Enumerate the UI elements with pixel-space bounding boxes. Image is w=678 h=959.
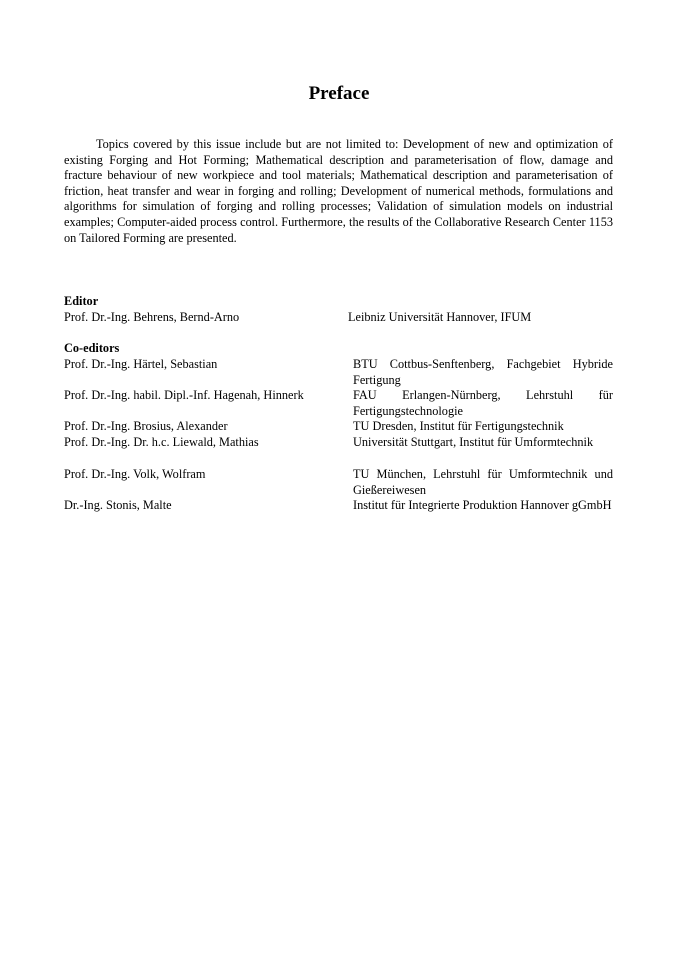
editor-name: Prof. Dr.-Ing. Behrens, Bernd-Arno [64,310,240,324]
preface-body: Topics covered by this issue include but are not limited to: Development of new and optimization of existing Forging and Hot Forming; Mathematical description and parameterisation of flow, damage and fracture behaviour of new workpiece and tool materials; Mathematical description and parameterisation of friction, heat transfer and wear in forging and rolling; Development of numerical methods, formulations and algorithms for simulation of forging and rolling processes; Validation of simulation models on industrial examples; Computer-aided process control. Furthermore, the results of the Collaborative Research Center 1153 on Tailored Forming are presented. [64,137,613,245]
coeditor-affiliation: Universität Stuttgart, Institut für Umformtechnik [353,435,594,449]
coeditor-affiliation: TU München, Lehrstuhl für Umformtechnik und Gießereiwesen [353,467,613,497]
coeditor-affiliation: TU Dresden, Institut für Fertigungstechnik [353,419,564,433]
coeditors-heading: Co-editors [64,341,120,355]
coeditor-name: Prof. Dr.-Ing. Härtel, Sebastian [64,357,218,371]
editor-heading: Editor [64,294,99,308]
coeditor-name: Prof. Dr.-Ing. Brosius, Alexander [64,419,228,433]
coeditor-name: Dr.-Ing. Stonis, Malte [64,498,172,512]
coeditor-affiliation: Institut für Integrierte Produktion Hannover gGmbH [353,498,612,512]
coeditor-affiliation: FAU Erlangen-Nürnberg, Lehrstuhl für Fertigungstechnologie [353,388,613,418]
coeditor-affiliation: BTU Cottbus-Senftenberg, Fachgebiet Hybride Fertigung [353,357,613,387]
coeditor-name: Prof. Dr.-Ing. Volk, Wolfram [64,467,206,481]
page-title: Preface [308,83,370,104]
editor-affiliation: Leibniz Universität Hannover, IFUM [348,310,532,324]
coeditor-name: Prof. Dr.-Ing. habil. Dipl.-Inf. Hagenah, Hinnerk [64,388,304,402]
coeditor-name: Prof. Dr.-Ing. Dr. h.c. Liewald, Mathias [64,435,259,449]
